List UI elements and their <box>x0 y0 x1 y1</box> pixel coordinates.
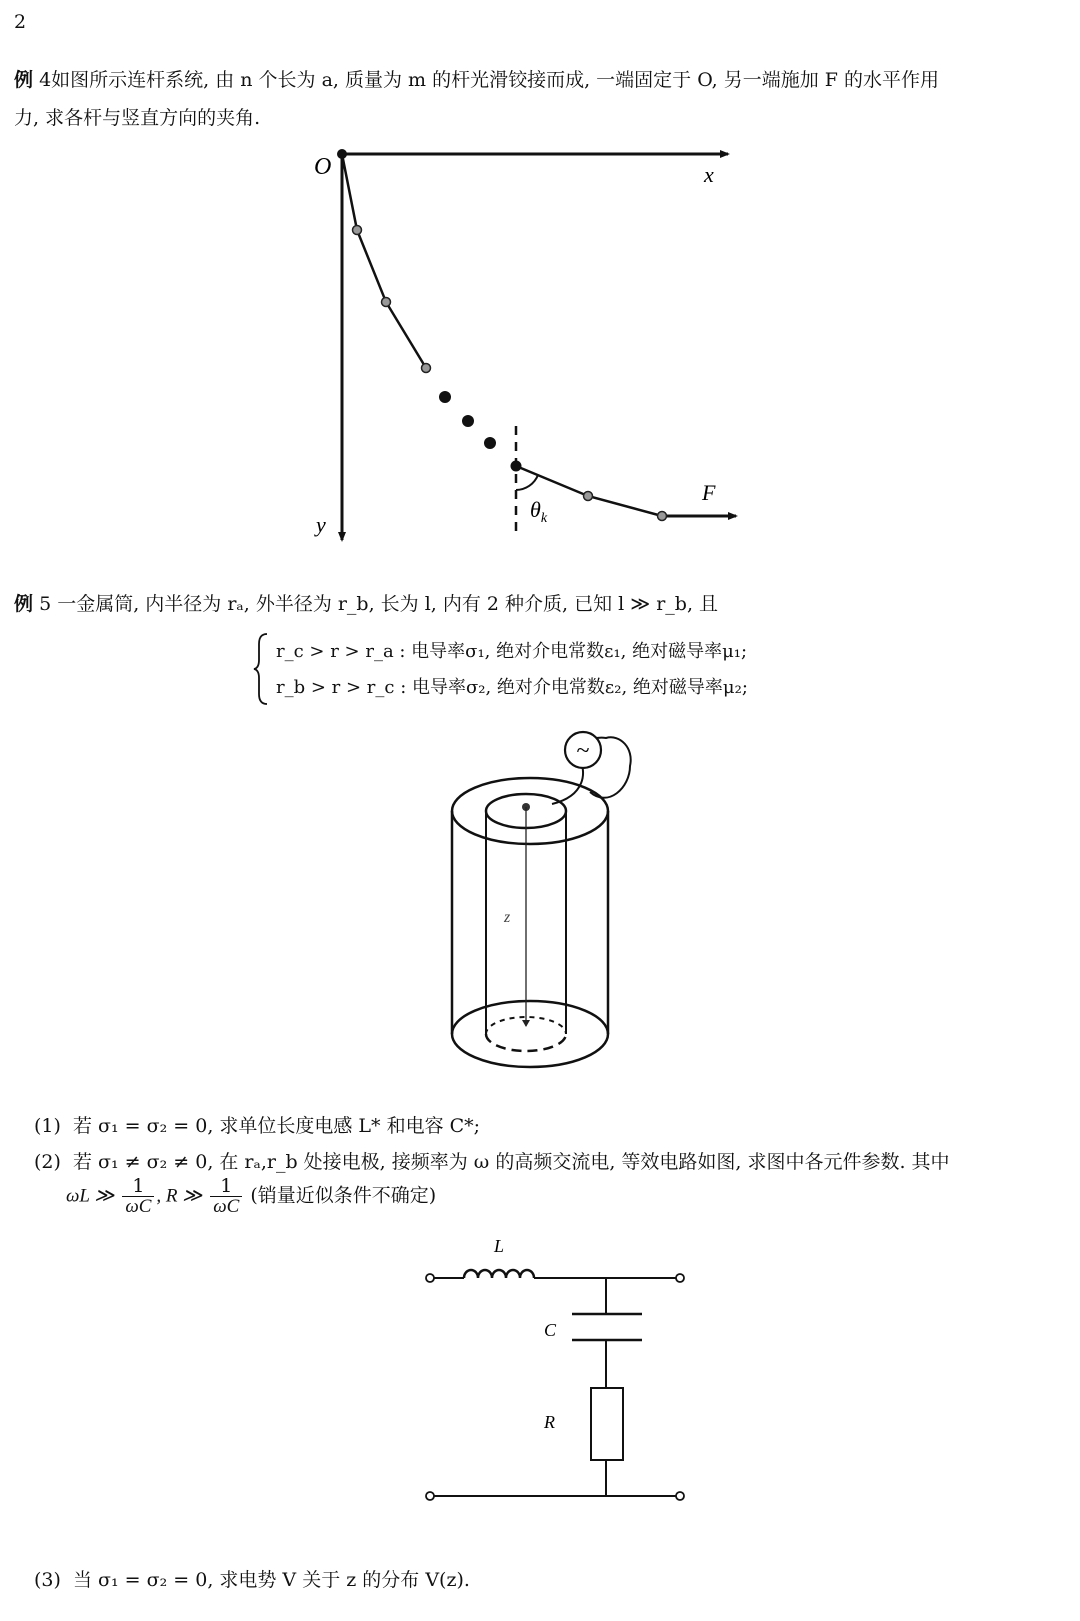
z-axis-label: z <box>504 909 511 926</box>
example-5-label: 例 <box>14 593 34 615</box>
inductor-label: L <box>494 1236 505 1256</box>
question-3-number: (3) <box>34 1569 61 1591</box>
origin-label: O <box>314 154 332 180</box>
capacitor-label: C <box>544 1320 557 1340</box>
terminal-top-left <box>426 1274 434 1282</box>
fraction-2: $\frac{1}{\omega C}$ <box>210 1176 242 1217</box>
example-5-text: 一金属筒, 内半径为 rₐ, 外半径为 r_b, 长为 l, 内有 2 种介质, 已知 l ≫ r_b, 且 <box>57 593 719 615</box>
ellipsis-dot <box>484 437 496 449</box>
question-2-number: (2) <box>34 1151 61 1173</box>
fraction-1: $\frac{1}{\omega C}$ <box>122 1176 154 1217</box>
outer-cylinder-top <box>452 778 608 844</box>
ellipsis-dot <box>462 415 474 427</box>
angle-label: $\theta_k$ <box>530 497 548 526</box>
question-2-text: 若 σ₁ ≠ σ₂ ≠ 0, 在 rₐ,r_b 处接电极, 接频率为 ω 的高频交流电, 等效电路如图, 求图中各元件参数. 其中 <box>73 1151 950 1173</box>
ellipsis-dot <box>439 391 451 403</box>
angle-arc <box>516 475 538 490</box>
example-4-text: 如图所示连杆系统, 由 n 个长为 a, 质量为 m 的杆光滑铰接而成, 一端固定于 O, 另一端施加 F 的水平作用 <box>51 69 940 91</box>
example-5-line1 <box>14 590 718 618</box>
x-axis-label: x <box>704 162 714 187</box>
fixed-pivot-O <box>337 149 347 159</box>
question-3 <box>34 1566 470 1594</box>
question-1 <box>34 1112 480 1140</box>
ac-source-symbol: ~ <box>576 738 590 764</box>
terminal-bottom-left <box>426 1492 434 1500</box>
outer-cylinder-bottom <box>452 1001 608 1067</box>
equivalent-circuit <box>420 1230 700 1510</box>
joint <box>382 298 391 307</box>
inner-cylinder-bottom <box>486 1034 566 1051</box>
question-3-text: 当 σ₁ = σ₂ = 0, 求电势 V 关于 z 的分布 V(z). <box>73 1569 470 1591</box>
question-2-note: (销量近似条件不确定) <box>250 1184 437 1207</box>
linkage-figure <box>300 140 760 550</box>
question-1-number: (1) <box>34 1115 61 1137</box>
force-label: F <box>702 480 716 505</box>
inductor-symbol <box>464 1270 534 1278</box>
question-2-condition <box>66 1176 436 1226</box>
question-2 <box>34 1148 950 1176</box>
example-4-label: 例 <box>14 69 34 91</box>
terminal-bottom-right <box>676 1492 684 1500</box>
terminal-top-right <box>676 1274 684 1282</box>
metal-cylinder-figure <box>430 726 640 1076</box>
question-1-text: 若 σ₁ = σ₂ = 0, 求单位长度电感 L* 和电容 C*; <box>73 1115 481 1137</box>
page-number: 2 <box>14 11 27 33</box>
example-4-number: 4 <box>39 69 52 91</box>
example-5-number: 5 <box>39 593 52 615</box>
joint <box>422 364 431 373</box>
joint-k <box>511 461 522 472</box>
linkage-rods-upper <box>342 154 426 368</box>
condition-2: r_b > r > r_c : 电导率σ₂, 绝对介电常数ε₂, 绝对磁导率μ₂; <box>276 677 748 698</box>
example-4-line1 <box>14 66 939 94</box>
resistor-symbol <box>591 1388 623 1460</box>
joint <box>658 512 667 521</box>
condition-1: r_c > r > r_a : 电导率σ₁, 绝对介电常数ε₁, 绝对磁导率μ₁; <box>276 641 748 662</box>
joint <box>584 492 593 501</box>
y-axis-label: y <box>316 512 326 537</box>
left-brace <box>252 632 272 706</box>
condition-mid: , R ≫ <box>156 1185 203 1207</box>
example-4-line2: 力, 求各杆与竖直方向的夹角. <box>14 107 261 129</box>
condition-left: ωL ≫ <box>66 1185 115 1207</box>
resistor-label: R <box>544 1412 555 1432</box>
joint <box>353 226 362 235</box>
